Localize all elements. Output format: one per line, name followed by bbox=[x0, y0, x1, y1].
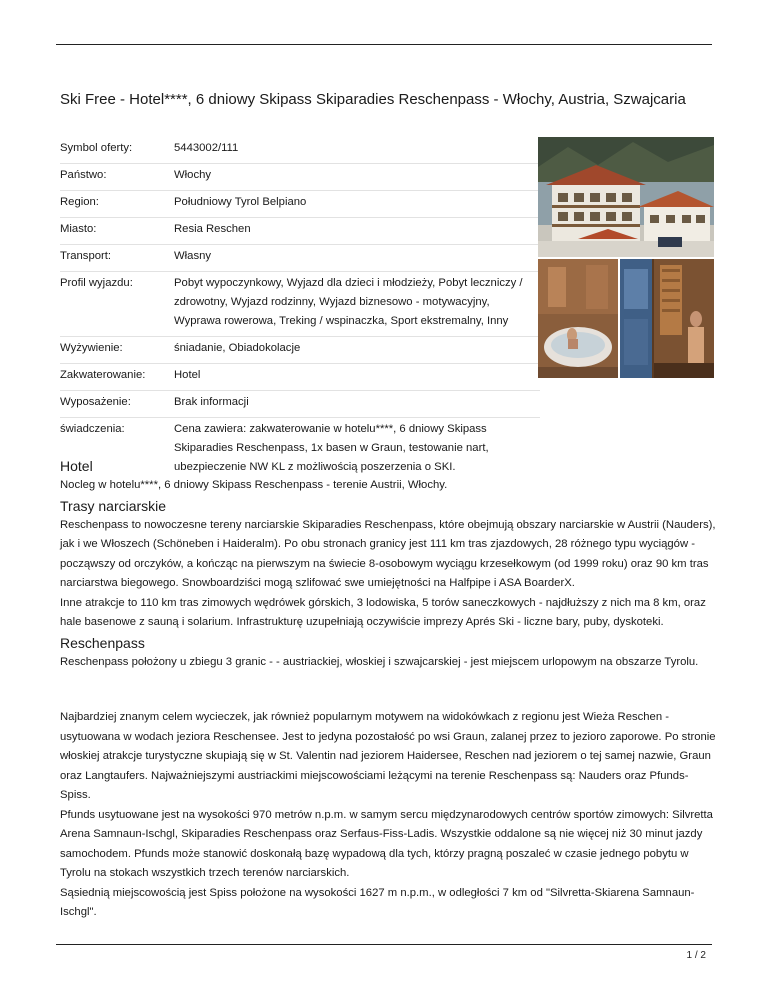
info-value: Pobyt wypoczynkowy, Wyjazd dla dzieci i młodzieży, Pobyt leczniczy / zdrowotny, Wyjazd rodzinny, Wyjazd biznesowo - motywacyjny, Wyprawa rowerowa, Treking / wspinaczka, Sport ekstremalny, Inny bbox=[174, 277, 523, 327]
bottom-rule bbox=[56, 944, 712, 945]
section-text-hotel: Nocleg w hotelu****, 6 dniowy Skipass Reschenpass - terenie Austrii, Włochy. bbox=[60, 479, 448, 491]
info-value: Hotel bbox=[174, 369, 201, 381]
page-number: 1 / 2 bbox=[686, 950, 706, 961]
sauna-photo bbox=[620, 259, 714, 378]
info-value: Resia Reschen bbox=[174, 223, 251, 235]
info-label: świadczenia: bbox=[60, 423, 125, 435]
page-title: Ski Free - Hotel****, 6 dniowy Skipass Skiparadies Reschenpass - Włochy, Austria, Szwajcaria bbox=[60, 91, 686, 108]
info-label: Region: bbox=[60, 196, 99, 208]
info-value: Własny bbox=[174, 250, 212, 262]
top-rule bbox=[56, 44, 712, 45]
offer-info-table bbox=[60, 137, 540, 482]
info-value: Brak informacji bbox=[174, 396, 249, 408]
section-heading-reschenpass: Reschenpass bbox=[60, 634, 145, 651]
info-label: Profil wyjazdu: bbox=[60, 277, 133, 289]
description-sections bbox=[60, 456, 716, 923]
info-row-profile bbox=[60, 271, 540, 336]
jacuzzi-photo bbox=[538, 259, 618, 378]
section-heading-hotel: Hotel bbox=[60, 458, 93, 474]
hotel-photo-collage bbox=[538, 137, 714, 378]
section-text-reschenpass-2: Najbardziej znanym celem wycieczek, jak również popularnym motywem na widokówkach z regionu jest Wieża Reschen - usytuowana w wodach jeziora Reschensee. Jest to jedyna pozostałość po wsi Graun, zalanej przez to jezioro zaporowe. Po stronie włoskiej atrakcje turystyczne skupiają się w St. Valentin nad jeziorem Haidersee, Reschen nad jeziorem o tej samej nazwie, Graun oraz Langtaufers. Najważniejszymi austriackimi miejscowościami leżącymi na terenie Reschenpass są: Nauders oraz Pfunds-Spiss. bbox=[60, 711, 716, 801]
info-label: Wyżywienie: bbox=[60, 342, 123, 354]
info-label: Miasto: bbox=[60, 223, 97, 235]
info-value: 5443002/111 bbox=[174, 142, 239, 154]
info-value: Włochy bbox=[174, 169, 212, 181]
info-value: śniadanie, Obiadokolacje bbox=[174, 342, 301, 354]
section-text-ski-routes-2: Inne atrakcje to 110 km tras zimowych wędrówek górskich, 3 lodowiska, 5 torów saneczkowych - najdłuższy z nich ma 8 km, oraz hale basenowe z sauną i solarium. Infrastrukturę uzupełniają oczywiście imprezy Aprés Ski - liczne bary, puby, dyskoteki. bbox=[60, 596, 706, 628]
info-value: Cena zawiera: zakwaterowanie w hotelu****, 6 dniowy Skipass Skiparadies Reschenpass, 1x basen w Graun, testowanie nart, ubezpieczenie NW KL z możliwością poszerzenia o SKI. bbox=[174, 423, 489, 473]
paragraph-spacer bbox=[60, 672, 716, 708]
info-label: Transport: bbox=[60, 250, 112, 262]
section-heading-ski-routes: Trasy narciarskie bbox=[60, 497, 167, 514]
info-label: Zakwaterowanie: bbox=[60, 369, 146, 381]
info-row-transport bbox=[60, 244, 540, 271]
info-value: Południowy Tyrol Belpiano bbox=[174, 196, 307, 208]
info-row-city bbox=[60, 217, 540, 244]
section-text-reschenpass-1: Reschenpass położony u zbiegu 3 granic - - austriackiej, włoskiej i szwajcarskiej - jest miejscem urlopowym na obszarze Tyrolu. bbox=[60, 655, 699, 668]
info-row-symbol bbox=[60, 137, 540, 163]
info-row-accommodation bbox=[60, 363, 540, 390]
info-row-country bbox=[60, 163, 540, 190]
info-label: Państwo: bbox=[60, 169, 107, 181]
info-row-meals bbox=[60, 336, 540, 363]
info-row-region bbox=[60, 190, 540, 217]
section-text-reschenpass-3: Pfunds usytuowane jest na wysokości 970 metrów n.p.m. w samym sercu międzynarodowych centrów sportów zimowych: Silvretta Arena Samnaun-Ischgl, Skiparadies Reschenpass oraz Serfaus-Fiss-Ladis. Wszystkie oddalone są nie więcej niż 30 minut jazdy samochodem. Pfunds może stanowić doskonałą bazę wypadową dla tych, którzy pragną poszaleć w czasie jednego pobytu w Tyrolu na stokach wszystkich trzech terenów narciarskich. bbox=[60, 808, 713, 879]
info-label: Symbol oferty: bbox=[60, 142, 133, 154]
info-label: Wyposażenie: bbox=[60, 396, 131, 408]
hotel-exterior-photo bbox=[538, 137, 714, 257]
section-text-reschenpass-4: Sąsiednią miejscowością jest Spiss położone na wysokości 1627 m n.p.m., w odległości 7 km od "Silvretta-Skiarena Samnaun-Ischgl". bbox=[60, 886, 695, 918]
info-row-equipment bbox=[60, 390, 540, 417]
section-text-ski-routes-1: Reschenpass to nowoczesne tereny narciarskie Skiparadies Reschenpass, które obejmują obszary narciarskie w Austrii (Nauders), jak i we Włoszech (Schöneben i Haideralm). Po obu stronach granicy jest 111 km tras zjazdowych, 28 różnego typu wyciągów - począwszy od orczyków, a kończąc na pierwszym na świecie 8-osobowym wyciągu krzesełkowym (od 1999 roku) oraz 90 km tras narciarstwa biegowego. Snowboardziści mogą szlifować swe umiejętności na Halfpipe i ASA BoarderX. bbox=[60, 518, 716, 589]
